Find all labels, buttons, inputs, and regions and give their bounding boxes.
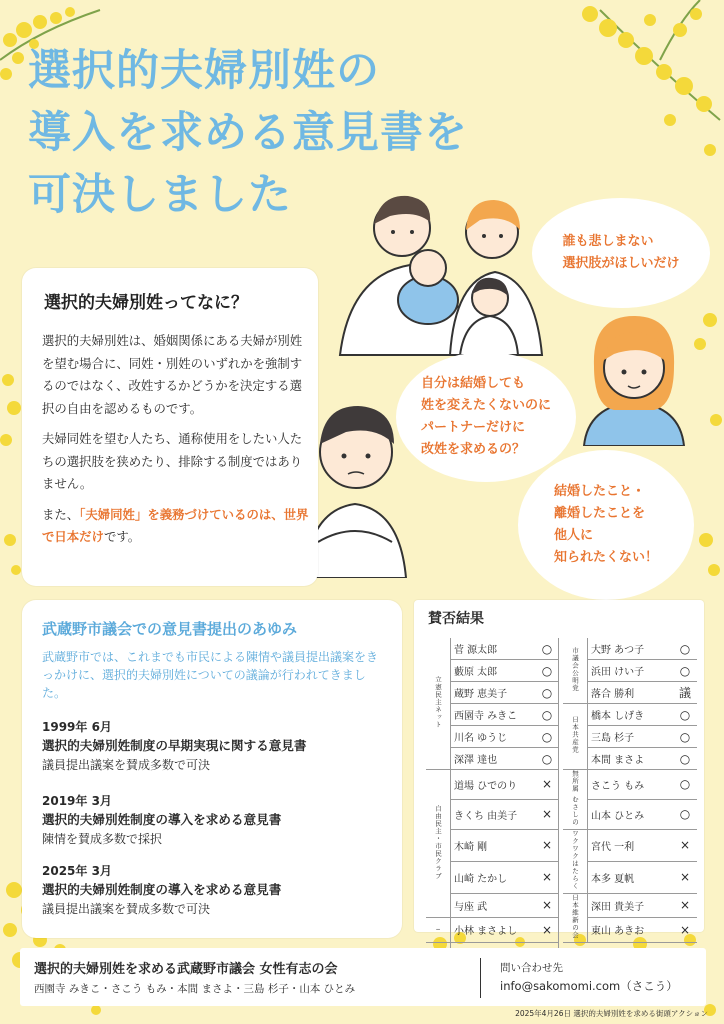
bubble-3-line-1: 結婚したこと・ xyxy=(553,484,645,499)
table-row xyxy=(426,704,697,726)
history-event xyxy=(42,718,392,774)
event-title: 選択的夫婦別姓制度の導入を求める意見書 xyxy=(42,812,282,827)
member-vote: × xyxy=(673,829,697,861)
speech-bubble-2 xyxy=(396,352,576,482)
member-name: 落合 勝利 xyxy=(588,682,674,704)
event-title: 選択的夫婦別姓制度の早期実現に関する意見書 xyxy=(42,738,307,753)
member-name: 山崎 たかし xyxy=(451,861,537,893)
event-year: 1999年 6月 xyxy=(42,720,112,734)
member-name: 山本 ひとみ xyxy=(588,799,674,829)
footer-divider xyxy=(480,958,481,998)
table-row xyxy=(426,770,697,800)
member-vote: ○ xyxy=(673,748,697,770)
member-vote: × xyxy=(673,918,697,943)
right-group-label: 日本共産党 xyxy=(563,704,588,770)
bubble-2-line-4: 改姓を求めるの？ xyxy=(420,442,525,457)
event-title: 選択的夫婦別姓制度の導入を求める意見書 xyxy=(42,882,282,897)
what-is-paragraph-2: 夫婦同姓を望む人たち、通称使用をしたい人たちの選択肢を狭めたり、排除する制度ではありません。 xyxy=(42,431,303,491)
member-name: 小林 まさよし xyxy=(451,918,537,943)
member-vote: ○ xyxy=(673,799,697,829)
paragraph-3-prefix: また、 xyxy=(42,506,80,522)
table-row xyxy=(426,829,697,861)
left-group-label: − xyxy=(426,918,451,943)
member-name: 東山 あきお xyxy=(588,918,674,943)
event-credit: 2025年4月26日 選択的夫婦別姓を求める街頭アクション xyxy=(515,1009,708,1018)
member-name: 宮代 一利 xyxy=(588,829,674,861)
footer xyxy=(20,948,706,1006)
paragraph-3-emphasis: 「夫婦同姓」を義務づけているのは、世界で日本だけ xyxy=(42,506,309,544)
event-result: 議員提出議案を賛成多数で可決 xyxy=(42,758,211,772)
history-card xyxy=(22,600,402,938)
bubble-3-line-4: 知られたくない！ xyxy=(553,550,658,565)
right-group-label: 日本維新の会 xyxy=(563,893,588,942)
member-name: 菅 源太郎 xyxy=(451,638,537,660)
member-name: 深澤 達也 xyxy=(451,748,537,770)
member-name: 与座 武 xyxy=(451,893,537,918)
event-result: 議員提出議案を賛成多数で可決 xyxy=(42,902,211,916)
family-illustration xyxy=(330,180,560,360)
member-vote: ○ xyxy=(536,682,559,704)
bubble-1-line-1: 誰も悲しまない xyxy=(562,234,654,249)
member-vote: × xyxy=(536,829,559,861)
member-vote: ○ xyxy=(673,704,697,726)
member-name: 本間 まさよ xyxy=(588,748,674,770)
contact-label: 問い合わせ先 xyxy=(500,962,563,974)
organization-members: 西園寺 みきこ・さこう もみ・本間 まさよ・三島 杉子・山本 ひとみ xyxy=(34,983,356,995)
event-year: 2025年 3月 xyxy=(42,864,112,878)
member-vote: × xyxy=(673,861,697,893)
speech-bubble-1 xyxy=(532,198,710,308)
bubble-2-line-3: パートナーだけに xyxy=(420,420,525,435)
title-line-1: 選択的夫婦別姓の xyxy=(28,46,380,96)
what-is-card xyxy=(22,268,318,586)
member-vote: ○ xyxy=(536,660,559,682)
right-group-label: 無所属 むさしの xyxy=(563,770,588,830)
event-result: 陳情を賛成多数で採択 xyxy=(42,832,163,846)
member-name: 藪原 太郎 xyxy=(451,660,537,682)
member-vote: ○ xyxy=(536,704,559,726)
bubble-2-line-1: 自分は結婚しても xyxy=(420,376,525,391)
what-is-heading: 選択的夫婦別姓ってなに？ xyxy=(44,293,248,313)
member-vote: ○ xyxy=(673,726,697,748)
history-intro: 武蔵野市では、これまでも市民による陳情や議員提出議案をきっかけに、選択的夫婦別姓についての議論が行われてきました。 xyxy=(42,650,379,700)
right-group-label: ワクワクはたらく xyxy=(563,829,588,893)
history-event xyxy=(42,862,392,918)
title-line-2: 導入を求める意見書を xyxy=(28,108,468,158)
member-vote: × xyxy=(536,799,559,829)
bubble-3-line-2: 離婚したことを xyxy=(553,506,645,521)
table-row xyxy=(426,893,697,918)
member-name: 橋本 しげき xyxy=(588,704,674,726)
member-vote: ○ xyxy=(536,638,559,660)
left-group-label: 立憲民主ネット xyxy=(426,638,451,770)
what-is-body xyxy=(42,330,310,557)
history-heading: 武蔵野市議会での意見書提出のあゆみ xyxy=(42,620,298,638)
bubble-3-line-3: 他人に xyxy=(553,528,593,543)
member-vote: ○ xyxy=(673,660,697,682)
vote-results-card xyxy=(414,600,704,939)
member-vote: × xyxy=(673,893,697,918)
member-vote: ○ xyxy=(536,748,559,770)
table-row xyxy=(426,748,697,770)
member-name: 西園寺 みきこ xyxy=(451,704,537,726)
woman-illustration xyxy=(574,306,694,446)
member-vote: 議 xyxy=(673,682,697,704)
member-vote: × xyxy=(536,770,559,800)
member-name: 木崎 剛 xyxy=(451,829,537,861)
member-name: 浜田 けい子 xyxy=(588,660,674,682)
member-name: 蔵野 恵美子 xyxy=(451,682,537,704)
speech-bubble-3 xyxy=(518,450,694,600)
table-row xyxy=(426,918,697,943)
member-name: 三島 杉子 xyxy=(588,726,674,748)
title-line-3: 可決しました xyxy=(28,170,292,220)
paragraph-3-suffix: です。 xyxy=(103,529,141,544)
table-row xyxy=(426,682,697,704)
member-vote: ○ xyxy=(673,638,697,660)
what-is-paragraph-1: 選択的夫婦別姓は、婚姻関係にある夫婦が別姓を望む場合に、同姓・別姓のいずれかを強制するのではなく、改姓するかどうかを決定する選択の自由を認めるものです。 xyxy=(42,333,303,416)
member-vote: × xyxy=(536,893,559,918)
vote-results-heading: 賛否結果 xyxy=(428,611,484,627)
member-name: 川名 ゆうじ xyxy=(451,726,537,748)
table-row xyxy=(426,799,697,829)
vote-results-table xyxy=(426,638,697,965)
table-row xyxy=(426,638,697,660)
organization-name: 選択的夫婦別姓を求める武蔵野市議会 女性有志の会 xyxy=(34,962,338,977)
table-row xyxy=(426,726,697,748)
member-name: 大野 あつ子 xyxy=(588,638,674,660)
history-event xyxy=(42,792,392,848)
event-year: 2019年 3月 xyxy=(42,794,112,808)
member-name: 本多 夏帆 xyxy=(588,861,674,893)
bubble-1-line-2: 選択肢がほしいだけ xyxy=(562,256,680,271)
table-row xyxy=(426,861,697,893)
right-group-label: 市議会公明党 xyxy=(563,638,588,704)
member-vote: ○ xyxy=(536,726,559,748)
member-name: 道場 ひでのり xyxy=(451,770,537,800)
member-vote: × xyxy=(536,861,559,893)
member-name: きくち 由美子 xyxy=(451,799,537,829)
left-group-label: 自由民主・市民クラブ xyxy=(426,770,451,918)
member-vote: × xyxy=(536,918,559,943)
member-name: 深田 貴美子 xyxy=(588,893,674,918)
table-row xyxy=(426,660,697,682)
contact-email[interactable]: info@sakomomi.com（さこう） xyxy=(500,979,678,993)
what-is-paragraph-3 xyxy=(42,504,310,549)
bubble-2-line-2: 姓を変えたくないのに xyxy=(420,398,551,413)
member-name: さこう もみ xyxy=(588,770,674,800)
member-vote: ○ xyxy=(673,770,697,800)
